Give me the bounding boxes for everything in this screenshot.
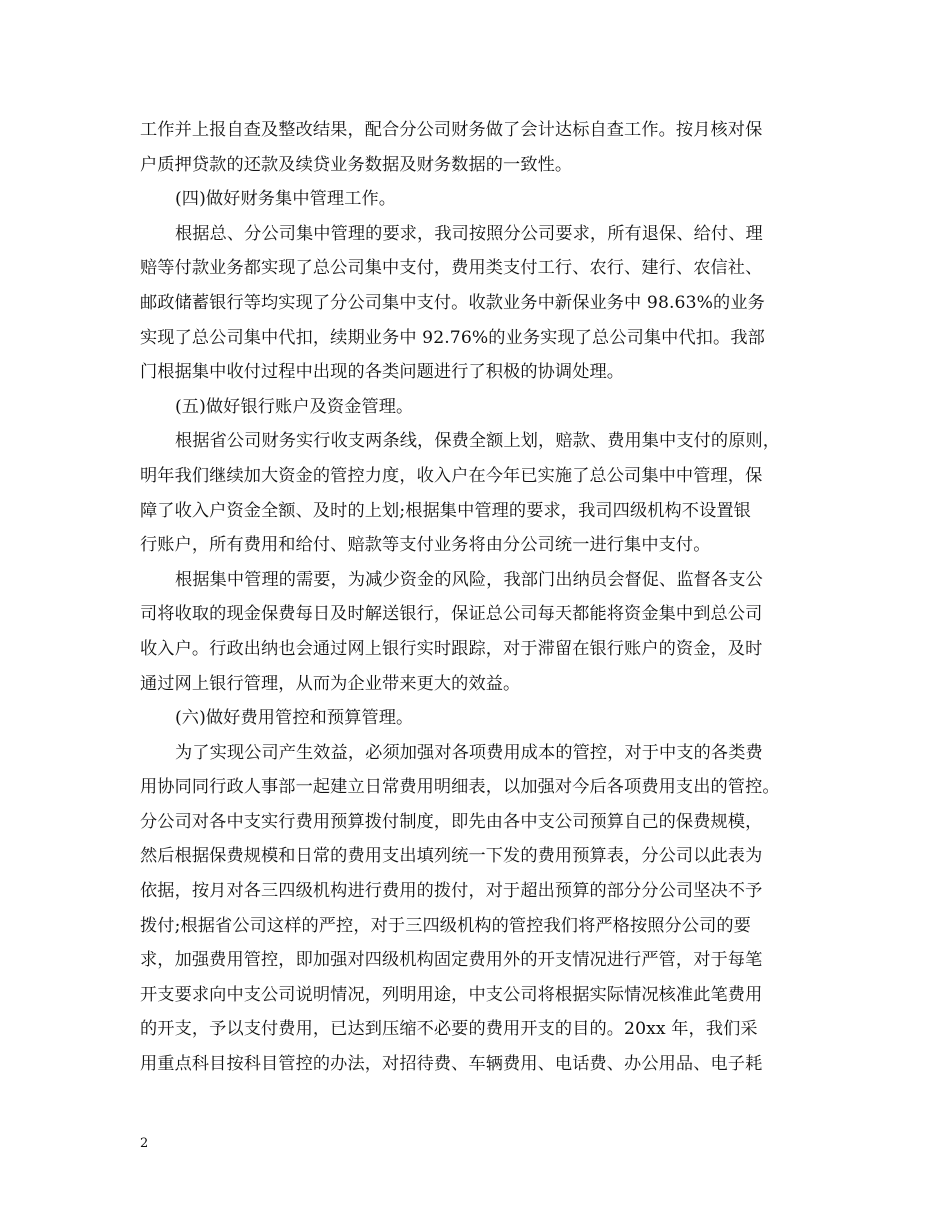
text-line: 用协同同行政人事部一起建立日常费用明细表，以加强对今后各项费用支出的管控。: [140, 777, 780, 798]
text-line: 的开支，予以支付费用，已达到压缩不必要的费用开支的目的。20xx 年，我们采: [140, 1019, 758, 1040]
text-line: 明年我们继续加大资金的管控力度，收入户在今年已实施了总公司集中中管理，保: [140, 465, 763, 486]
text-line: 分公司对各中支实行费用预算拨付制度，即先由各中支公司预算自己的保费规模，: [140, 811, 763, 832]
paragraph-start-line: 根据集中管理的需要，为减少资金的风险，我部门出纳员会督促、监督各支公: [175, 569, 763, 590]
section-heading: (四)做好财务集中管理工作。: [175, 189, 397, 210]
text-line: 邮政储蓄银行等均实现了分公司集中支付。收款业务中新保业务中 98.63%的业务: [140, 292, 765, 313]
paragraph-start-line: 根据省公司财务实行收支两条线，保费全额上划，赔款、费用集中支付的原则，: [175, 431, 781, 452]
text-line: 工作并上报自查及整改结果，配合分公司财务做了会计达标自查工作。按月核对保: [140, 120, 763, 140]
text-line: 依据，按月对各三四级机构进行费用的拨付，对于超出预算的部分分公司坚决不予: [140, 881, 763, 902]
section-heading: (五)做好银行账户及资金管理。: [175, 396, 414, 417]
text-line: 用重点科目按科目管控的办法，对招待费、车辆费用、电话费、办公用品、电子耗: [140, 1054, 763, 1075]
text-line: 门根据集中收付过程中出现的各类问题进行了积极的协调处理。: [140, 362, 625, 383]
text-line: 通过网上银行管理，从而为企业带来更大的效益。: [140, 673, 521, 694]
text-line: 障了收入户资金全额、及时的上划;根据集中管理的要求，我司四级机构不设置银: [140, 500, 751, 521]
text-line: 行账户，所有费用和给付、赔款等支付业务将由分公司统一进行集中支付。: [140, 535, 711, 556]
page-number: 2: [140, 1136, 149, 1151]
text-line: 户质押贷款的还款及续贷业务数据及财务数据的一致性。: [140, 154, 573, 175]
paragraph-start-line: 根据总、分公司集中管理的要求，我司按照分公司要求，所有退保、给付、理: [175, 223, 763, 244]
document-body: [140, 113, 812, 1082]
text-line: 开支要求向中支公司说明情况，列明用途，中支公司将根据实际情况核准此笔费用: [140, 984, 763, 1005]
text-line: 司将收取的现金保费每日及时解送银行，保证总公司每天都能将资金集中到总公司: [140, 604, 763, 625]
text-line: 收入户。行政出纳也会通过网上银行实时跟踪，对于滞留在银行账户的资金，及时: [140, 638, 763, 659]
text-line: 然后根据保费规模和日常的费用支出填列统一下发的费用预算表，分公司以此表为: [140, 846, 763, 867]
paragraph-start-line: 为了实现公司产生效益，必须加强对各项费用成本的管控，对于中支的各类费: [175, 742, 763, 763]
text-line: 赔等付款业务都实现了总公司集中支付，费用类支付工行、农行、建行、农信社、: [140, 258, 763, 279]
section-heading: (六)做好费用管控和预算管理。: [175, 708, 414, 729]
text-line: 实现了总公司集中代扣，续期业务中 92.76%的业务实现了总公司集中代扣。我部: [140, 327, 765, 348]
text-line: 求，加强费用管控，即加强对四级机构固定费用外的开支情况进行严管，对于每笔: [140, 950, 763, 971]
text-line: 拨付;根据省公司这样的严控，对于三四级机构的管控我们将严格按照分公司的要: [140, 915, 751, 936]
